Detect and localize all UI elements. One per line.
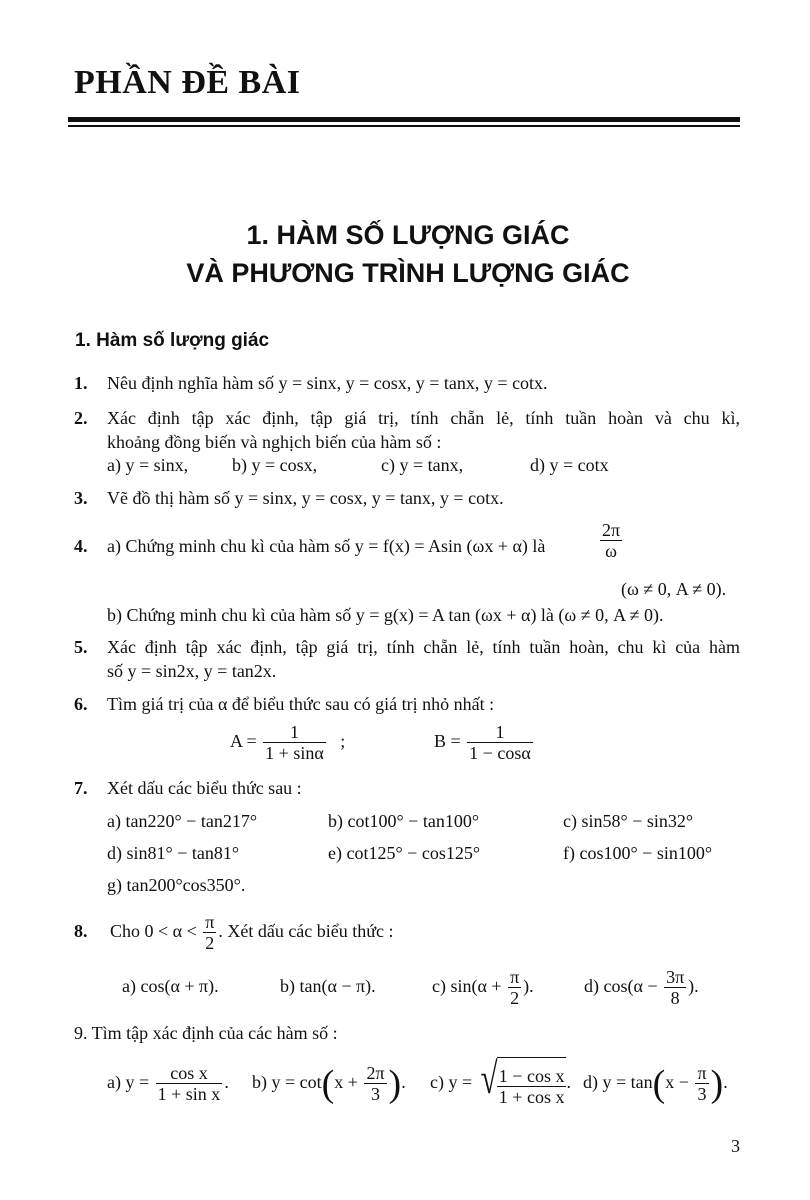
question-9-a-post: . bbox=[224, 1072, 229, 1092]
section-title: 1. Hàm số lượng giác bbox=[75, 330, 270, 351]
question-2-number: 2. bbox=[74, 408, 88, 428]
fraction-denominator: ω bbox=[605, 541, 617, 561]
question-4-b-text: b) Chứng minh chu kì của hàm số y = g(x) = A tan (ωx + α) là (ω ≠ 0, A ≠ 0). bbox=[107, 605, 664, 625]
question-1-text: Nêu định nghĩa hàm số y = sinx, y = cosx, y = tanx, y = cotx. bbox=[107, 373, 548, 393]
fraction-denominator: 1 − cosα bbox=[469, 743, 531, 764]
question-6-number: 6. bbox=[74, 694, 88, 714]
question-4-a-text: a) Chứng minh chu kì của hàm số y = f(x) = Asin (ωx + α) là bbox=[107, 536, 546, 556]
question-8-option-b: b) tan(α − π). bbox=[280, 976, 376, 996]
question-2-option-d: d) y = cotx bbox=[530, 455, 609, 475]
question-7-item-b: b) cot100° − tan100° bbox=[328, 811, 480, 831]
question-4-a-fraction bbox=[598, 520, 624, 561]
fraction-denominator: 1 + sin x bbox=[157, 1084, 221, 1105]
question-7-item-f: f) cos100° − sin100° bbox=[563, 843, 713, 863]
question-5-line1: Xác định tập xác định, tập giá trị, tính chẵn lẻ, tính tuần hoàn, chu kì của hàm bbox=[107, 637, 740, 657]
expression-A-label: A = bbox=[230, 731, 257, 751]
question-3-number: 3. bbox=[74, 488, 88, 508]
question-8-option-a: a) cos(α + π). bbox=[122, 976, 219, 996]
question-9-option-b: b) y = cot(x + $\frac{2\pi}{3}$ ). bbox=[252, 1062, 406, 1105]
question-2-option-c: c) y = tanx, bbox=[381, 455, 464, 475]
fraction-numerator: 1 − cos x bbox=[498, 1066, 565, 1087]
question-8-d-post: ). bbox=[688, 976, 699, 996]
fraction-numerator: π bbox=[205, 912, 215, 933]
title-rule-thin bbox=[68, 125, 740, 127]
question-7-item-e: e) cot125° − cos125° bbox=[328, 843, 481, 863]
chapter-title-line2: VÀ PHƯƠNG TRÌNH LƯỢNG GIÁC bbox=[186, 258, 630, 288]
question-3-text: Vẽ đồ thị hàm số y = sinx, y = cosx, y = tanx, y = cotx. bbox=[107, 488, 504, 508]
question-9-title: 9. Tìm tập xác định của các hàm số : bbox=[74, 1023, 338, 1043]
title-rule-thick bbox=[68, 117, 740, 122]
fraction-numerator: 2π bbox=[602, 520, 621, 540]
fraction-denominator: 1 + sinα bbox=[265, 743, 324, 764]
question-2-option-a: a) y = sinx, bbox=[107, 455, 189, 475]
expression-separator: ; bbox=[340, 731, 346, 751]
question-9-b-post: . bbox=[401, 1072, 406, 1092]
question-5-number: 5. bbox=[74, 637, 88, 657]
question-9-c-pre: c) y = bbox=[430, 1072, 473, 1092]
fraction-numerator: 1 bbox=[263, 722, 326, 743]
question-4-number: 4. bbox=[74, 536, 88, 556]
question-1-number: 1. bbox=[74, 373, 88, 393]
question-7-item-a: a) tan220° − tan217° bbox=[107, 811, 258, 831]
square-root: √ $\frac{\text{1 − cos x}}{\text{1 + cos x}}$ bbox=[477, 1057, 567, 1111]
question-8-option-d bbox=[584, 960, 699, 1012]
fraction-denominator: 1 + cos x bbox=[498, 1087, 565, 1108]
question-7-text: Xét dấu các biểu thức sau : bbox=[107, 778, 302, 798]
fraction-numerator: π bbox=[697, 1063, 707, 1084]
chapter-title bbox=[0, 216, 810, 292]
question-9-d-inner: x − bbox=[665, 1072, 689, 1092]
expression-B bbox=[434, 719, 535, 763]
question-2-option-b: b) y = cosx, bbox=[232, 455, 318, 475]
expression-A bbox=[230, 719, 345, 763]
question-2-line1: Xác định tập xác định, tập giá trị, tính chẵn lẻ, tính tuần hoàn và chu kì, bbox=[107, 408, 740, 428]
question-8-post: . Xét dấu các biểu thức : bbox=[218, 921, 394, 941]
question-9-b-inner: x + bbox=[334, 1072, 358, 1092]
fraction-numerator: 1 bbox=[467, 722, 533, 743]
fraction-denominator: 2 bbox=[510, 988, 520, 1009]
part-title: PHẦN ĐỀ BÀI bbox=[74, 64, 301, 101]
chapter-title-line1: 1. HÀM SỐ LƯỢNG GIÁC bbox=[246, 220, 570, 250]
question-8-d-pre: d) cos(α − bbox=[584, 976, 658, 996]
fraction-numerator: 2π bbox=[366, 1063, 385, 1084]
question-9-d-post: . bbox=[723, 1072, 728, 1092]
fraction-numerator: 3π bbox=[666, 967, 685, 988]
fraction-denominator: 8 bbox=[670, 988, 680, 1009]
question-6-text: Tìm giá trị của α để biểu thức sau có giá trị nhỏ nhất : bbox=[107, 694, 495, 714]
question-5-line2: số y = sin2x, y = tan2x. bbox=[107, 661, 277, 681]
question-9-b-pre: b) y = cot bbox=[252, 1072, 322, 1092]
expression-B-label: B = bbox=[434, 731, 461, 751]
question-9-option-a bbox=[107, 1056, 229, 1108]
fraction-denominator: 2 bbox=[205, 933, 215, 954]
question-7-number: 7. bbox=[74, 778, 88, 798]
question-8-pre: Cho 0 < α < bbox=[110, 921, 197, 941]
question-2-line2: khoảng đồng biến và nghịch biến của hàm số : bbox=[107, 432, 442, 452]
question-7-item-d: d) sin81° − tan81° bbox=[107, 843, 240, 863]
question-8-option-c bbox=[432, 960, 534, 1012]
question-8-statement bbox=[110, 905, 394, 957]
fraction-denominator: 3 bbox=[697, 1084, 707, 1105]
question-7-item-g: g) tan200°cos350°. bbox=[107, 875, 246, 895]
question-8-c-pre: c) sin(α + bbox=[432, 976, 502, 996]
fraction-numerator: cos x bbox=[156, 1063, 223, 1084]
question-9-option-d: d) y = tan(x − $\frac{\pi}{3}$ ). bbox=[583, 1062, 728, 1105]
fraction-denominator: 3 bbox=[371, 1084, 380, 1105]
question-8-c-post: ). bbox=[523, 976, 534, 996]
question-9-option-c bbox=[430, 1053, 571, 1111]
question-9-a-pre: a) y = bbox=[107, 1072, 150, 1092]
fraction-numerator: π bbox=[510, 967, 520, 988]
question-7-item-c: c) sin58° − sin32° bbox=[563, 811, 694, 831]
question-4-a-condition: (ω ≠ 0, A ≠ 0). bbox=[621, 579, 727, 599]
question-8-number: 8. bbox=[74, 921, 88, 941]
question-9-c-post: . bbox=[566, 1072, 571, 1092]
question-9-d-pre: d) y = tan bbox=[583, 1072, 653, 1092]
page-number: 3 bbox=[731, 1136, 740, 1156]
